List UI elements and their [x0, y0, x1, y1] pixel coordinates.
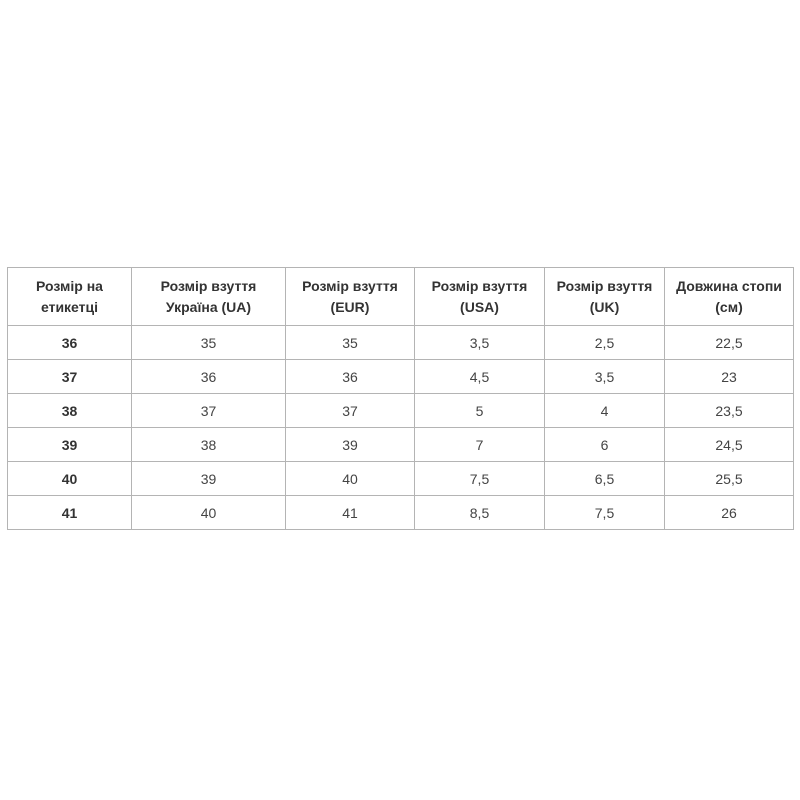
cell-usa-size: 8,5 — [415, 496, 545, 530]
table-row — [8, 462, 794, 496]
cell-foot-length: 25,5 — [665, 462, 794, 496]
cell-label-size: 36 — [8, 326, 132, 360]
cell-ua-size: 38 — [132, 428, 286, 462]
cell-usa-size: 7 — [415, 428, 545, 462]
cell-usa-size: 4,5 — [415, 360, 545, 394]
cell-uk-size: 4 — [545, 394, 665, 428]
cell-foot-length: 24,5 — [665, 428, 794, 462]
cell-foot-length: 23 — [665, 360, 794, 394]
header-ua-size: Розмір взуття Україна (UA) — [132, 268, 286, 326]
cell-uk-size: 2,5 — [545, 326, 665, 360]
cell-usa-size: 3,5 — [415, 326, 545, 360]
cell-eur-size: 36 — [286, 360, 415, 394]
header-foot-length: Довжина стопи (см) — [665, 268, 794, 326]
header-label-size: Розмір на етикетці — [8, 268, 132, 326]
cell-ua-size: 35 — [132, 326, 286, 360]
cell-usa-size: 7,5 — [415, 462, 545, 496]
cell-label-size: 40 — [8, 462, 132, 496]
table-row — [8, 326, 794, 360]
table-row — [8, 428, 794, 462]
cell-ua-size: 39 — [132, 462, 286, 496]
cell-foot-length: 23,5 — [665, 394, 794, 428]
cell-eur-size: 39 — [286, 428, 415, 462]
cell-ua-size: 40 — [132, 496, 286, 530]
header-uk-size: Розмір взуття (UK) — [545, 268, 665, 326]
header-row — [8, 268, 794, 326]
size-chart-table — [7, 267, 794, 530]
cell-eur-size: 41 — [286, 496, 415, 530]
cell-label-size: 37 — [8, 360, 132, 394]
cell-foot-length: 26 — [665, 496, 794, 530]
cell-label-size: 41 — [8, 496, 132, 530]
cell-label-size: 39 — [8, 428, 132, 462]
cell-uk-size: 6,5 — [545, 462, 665, 496]
cell-eur-size: 37 — [286, 394, 415, 428]
cell-eur-size: 40 — [286, 462, 415, 496]
cell-uk-size: 6 — [545, 428, 665, 462]
header-usa-size: Розмір взуття (USA) — [415, 268, 545, 326]
cell-uk-size: 7,5 — [545, 496, 665, 530]
cell-ua-size: 36 — [132, 360, 286, 394]
cell-ua-size: 37 — [132, 394, 286, 428]
table-row — [8, 360, 794, 394]
table-row — [8, 394, 794, 428]
cell-label-size: 38 — [8, 394, 132, 428]
header-eur-size: Розмір взуття (EUR) — [286, 268, 415, 326]
cell-foot-length: 22,5 — [665, 326, 794, 360]
table-row — [8, 496, 794, 530]
cell-eur-size: 35 — [286, 326, 415, 360]
cell-usa-size: 5 — [415, 394, 545, 428]
cell-uk-size: 3,5 — [545, 360, 665, 394]
